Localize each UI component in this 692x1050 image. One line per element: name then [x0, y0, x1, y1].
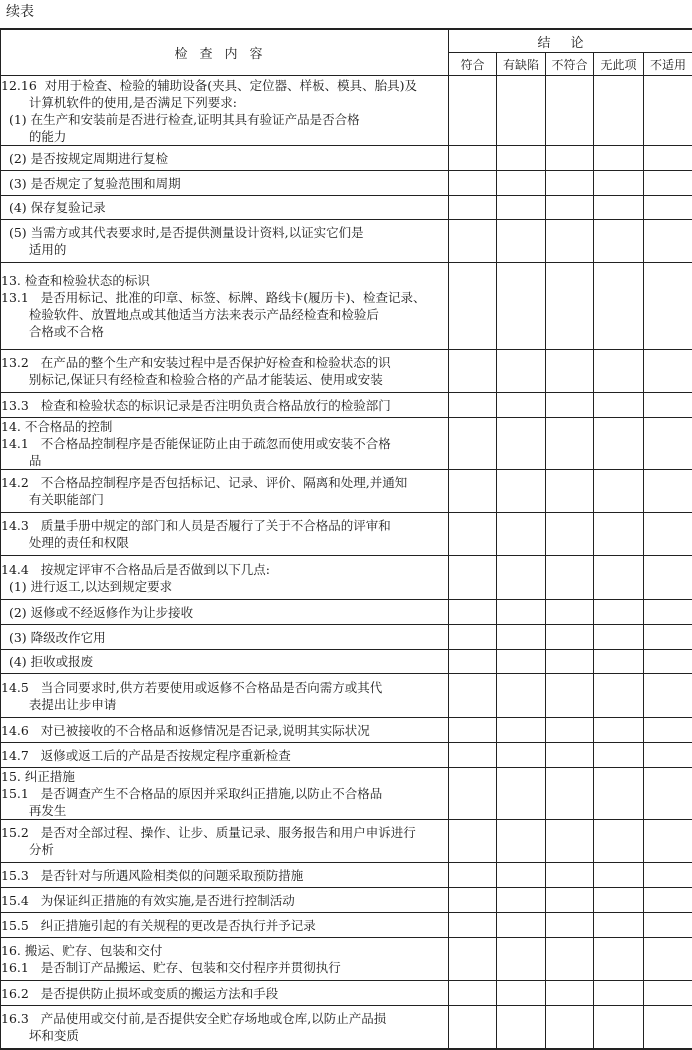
- check-cell-not-applicable[interactable]: [644, 196, 692, 220]
- check-cell-not-applicable[interactable]: [644, 674, 692, 718]
- header-conclusion: 结论: [449, 29, 692, 53]
- inspection-item-text: 13. 检查和检验状态的标识 13.1 是否用标记、批准的印章、标签、标牌、路线卡(履历卡)、检查记录、 检验软件、放置地点或其他适当方法来表示产品经检查和检验后 合格或不合格: [1, 263, 449, 350]
- table-row: [1, 674, 692, 718]
- check-cell-nonconform[interactable]: [546, 556, 594, 600]
- table-row: [1, 743, 692, 768]
- table-row: [1, 820, 692, 863]
- inspection-item-text: 15.2 是否对全部过程、操作、让步、质量记录、服务报告和用户申诉进行 分析: [1, 820, 449, 863]
- check-cell-defective[interactable]: [497, 600, 546, 625]
- check-cell-not-present[interactable]: [594, 171, 644, 196]
- check-cell-conform[interactable]: [449, 650, 497, 674]
- check-cell-not-applicable[interactable]: [644, 171, 692, 196]
- check-cell-not-present[interactable]: [594, 650, 644, 674]
- check-cell-conform[interactable]: [449, 513, 497, 556]
- check-cell-defective[interactable]: [497, 718, 546, 743]
- check-cell-conform[interactable]: [449, 350, 497, 393]
- inspection-item-text: (5) 当需方或其代表要求时,是否提供测量设计资料,以证实它们是 适用的: [1, 220, 449, 263]
- table-row: [1, 470, 692, 513]
- table-row: [1, 718, 692, 743]
- check-cell-not-present[interactable]: [594, 418, 644, 470]
- check-cell-not-present[interactable]: [594, 743, 644, 768]
- header-col-defective: 有缺陷: [497, 53, 546, 76]
- inspection-item-text: (2) 返修或不经返修作为让步接收: [1, 600, 449, 625]
- check-cell-not-applicable[interactable]: [644, 981, 692, 1006]
- inspection-item-text: 16.3 产品使用或交付前,是否提供安全贮存场地或仓库,以防止产品损 坏和变质: [1, 1006, 449, 1049]
- check-cell-nonconform[interactable]: [546, 650, 594, 674]
- table-row: [1, 146, 692, 171]
- check-cell-defective[interactable]: [497, 76, 546, 146]
- check-cell-conform[interactable]: [449, 743, 497, 768]
- check-cell-conform[interactable]: [449, 196, 497, 220]
- check-cell-defective[interactable]: [497, 171, 546, 196]
- inspection-item-text: 15. 纠正措施 15.1 是否调查产生不合格品的原因并采取纠正措施,以防止不合格品 再发生: [1, 768, 449, 820]
- table-row: [1, 393, 692, 418]
- check-cell-nonconform[interactable]: [546, 470, 594, 513]
- check-cell-conform[interactable]: [449, 863, 497, 888]
- check-cell-not-applicable[interactable]: [644, 393, 692, 418]
- check-cell-conform[interactable]: [449, 556, 497, 600]
- check-cell-not-present[interactable]: [594, 981, 644, 1006]
- table-row: [1, 263, 692, 350]
- check-cell-nonconform[interactable]: [546, 146, 594, 171]
- check-cell-not-applicable[interactable]: [644, 718, 692, 743]
- inspection-item-text: 16. 搬运、贮存、包装和交付 16.1 是否制订产品搬运、贮存、包装和交付程序并贯彻执行: [1, 938, 449, 981]
- check-cell-nonconform[interactable]: [546, 350, 594, 393]
- check-cell-conform[interactable]: [449, 820, 497, 863]
- check-cell-nonconform[interactable]: [546, 820, 594, 863]
- check-cell-conform[interactable]: [449, 674, 497, 718]
- check-cell-defective[interactable]: [497, 888, 546, 913]
- check-cell-not-applicable[interactable]: [644, 220, 692, 263]
- check-cell-defective[interactable]: [497, 470, 546, 513]
- table-row: [1, 350, 692, 393]
- check-cell-not-present[interactable]: [594, 768, 644, 820]
- check-cell-conform[interactable]: [449, 76, 497, 146]
- check-cell-defective[interactable]: [497, 146, 546, 171]
- check-cell-nonconform[interactable]: [546, 888, 594, 913]
- inspection-item-text: 15.5 纠正措施引起的有关规程的更改是否执行并予记录: [1, 913, 449, 938]
- table-row: [1, 220, 692, 263]
- check-cell-not-applicable[interactable]: [644, 1006, 692, 1049]
- check-cell-not-applicable[interactable]: [644, 625, 692, 650]
- check-cell-conform[interactable]: [449, 913, 497, 938]
- header-col-not-present: 无此项: [594, 53, 644, 76]
- check-cell-conform[interactable]: [449, 263, 497, 350]
- check-cell-nonconform[interactable]: [546, 768, 594, 820]
- table-row: [1, 513, 692, 556]
- check-cell-not-applicable[interactable]: [644, 513, 692, 556]
- table-row: [1, 556, 692, 600]
- table-row: [1, 418, 692, 470]
- check-cell-conform[interactable]: [449, 1006, 497, 1049]
- inspection-item-text: 14.7 返修或返工后的产品是否按规定程序重新检查: [1, 743, 449, 768]
- inspection-item-text: 14.2 不合格品控制程序是否包括标记、记录、评价、隔离和处理,并通知 有关职能部门: [1, 470, 449, 513]
- check-cell-defective[interactable]: [497, 625, 546, 650]
- table-row: [1, 171, 692, 196]
- inspection-item-text: 15.4 为保证纠正措施的有效实施,是否进行控制活动: [1, 888, 449, 913]
- check-cell-not-applicable[interactable]: [644, 350, 692, 393]
- check-cell-conform[interactable]: [449, 171, 497, 196]
- check-cell-nonconform[interactable]: [546, 600, 594, 625]
- check-cell-defective[interactable]: [497, 556, 546, 600]
- check-cell-not-applicable[interactable]: [644, 600, 692, 625]
- check-cell-not-present[interactable]: [594, 674, 644, 718]
- table-header: [1, 29, 692, 76]
- check-cell-not-present[interactable]: [594, 76, 644, 146]
- check-cell-conform[interactable]: [449, 718, 497, 743]
- check-cell-defective[interactable]: [497, 938, 546, 981]
- check-cell-not-present[interactable]: [594, 718, 644, 743]
- header-inspection-content: 检查内容: [1, 29, 449, 76]
- check-cell-defective[interactable]: [497, 981, 546, 1006]
- table-row: [1, 768, 692, 820]
- check-cell-conform[interactable]: [449, 888, 497, 913]
- table-row: [1, 625, 692, 650]
- inspection-item-text: 13.3 检查和检验状态的标识记录是否注明负责合格品放行的检验部门: [1, 393, 449, 418]
- check-cell-nonconform[interactable]: [546, 674, 594, 718]
- check-cell-not-present[interactable]: [594, 146, 644, 171]
- check-cell-defective[interactable]: [497, 513, 546, 556]
- check-cell-nonconform[interactable]: [546, 718, 594, 743]
- check-cell-not-present[interactable]: [594, 913, 644, 938]
- check-cell-nonconform[interactable]: [546, 171, 594, 196]
- table-row: [1, 913, 692, 938]
- check-cell-not-applicable[interactable]: [644, 743, 692, 768]
- check-cell-not-present[interactable]: [594, 196, 644, 220]
- inspection-checklist-table: [0, 28, 692, 1050]
- table-row: [1, 863, 692, 888]
- check-cell-nonconform[interactable]: [546, 981, 594, 1006]
- check-cell-nonconform[interactable]: [546, 743, 594, 768]
- check-cell-not-present[interactable]: [594, 1006, 644, 1049]
- check-cell-not-applicable[interactable]: [644, 913, 692, 938]
- check-cell-defective[interactable]: [497, 393, 546, 418]
- inspection-item-text: 13.2 在产品的整个生产和安装过程中是否保护好检查和检验状态的识 别标记,保证只有经检查和检验合格的产品才能装运、使用或安装: [1, 350, 449, 393]
- check-cell-not-applicable[interactable]: [644, 650, 692, 674]
- check-cell-defective[interactable]: [497, 743, 546, 768]
- check-cell-not-present[interactable]: [594, 513, 644, 556]
- check-cell-nonconform[interactable]: [546, 76, 594, 146]
- check-cell-nonconform[interactable]: [546, 625, 594, 650]
- inspection-item-text: 14.5 当合同要求时,供方若要使用或返修不合格品是否向需方或其代 表提出让步申请: [1, 674, 449, 718]
- check-cell-defective[interactable]: [497, 350, 546, 393]
- check-cell-not-applicable[interactable]: [644, 263, 692, 350]
- check-cell-conform[interactable]: [449, 981, 497, 1006]
- header-col-not-applicable: 不适用: [644, 53, 692, 76]
- check-cell-not-applicable[interactable]: [644, 888, 692, 913]
- header-col-nonconform: 不符合: [546, 53, 594, 76]
- table-row: [1, 1006, 692, 1049]
- check-cell-nonconform[interactable]: [546, 863, 594, 888]
- check-cell-not-applicable[interactable]: [644, 76, 692, 146]
- check-cell-not-present[interactable]: [594, 556, 644, 600]
- check-cell-nonconform[interactable]: [546, 418, 594, 470]
- check-cell-not-present[interactable]: [594, 820, 644, 863]
- check-cell-defective[interactable]: [497, 263, 546, 350]
- check-cell-not-applicable[interactable]: [644, 820, 692, 863]
- check-cell-not-present[interactable]: [594, 470, 644, 513]
- table-row: [1, 888, 692, 913]
- check-cell-conform[interactable]: [449, 418, 497, 470]
- header-col-conform: 符合: [449, 53, 497, 76]
- table-row: [1, 76, 692, 146]
- check-cell-not-applicable[interactable]: [644, 418, 692, 470]
- check-cell-defective[interactable]: [497, 418, 546, 470]
- check-cell-not-present[interactable]: [594, 393, 644, 418]
- inspection-item-text: (4) 保存复验记录: [1, 196, 449, 220]
- check-cell-defective[interactable]: [497, 220, 546, 263]
- check-cell-nonconform[interactable]: [546, 1006, 594, 1049]
- check-cell-defective[interactable]: [497, 1006, 546, 1049]
- continued-label: 续表: [6, 4, 34, 20]
- table-row: [1, 650, 692, 674]
- check-cell-defective[interactable]: [497, 913, 546, 938]
- inspection-item-text: (2) 是否按规定周期进行复检: [1, 146, 449, 171]
- check-cell-nonconform[interactable]: [546, 220, 594, 263]
- check-cell-not-present[interactable]: [594, 863, 644, 888]
- check-cell-nonconform[interactable]: [546, 513, 594, 556]
- inspection-item-text: 12.16 对用于检查、检验的辅助设备(夹具、定位器、样板、模具、胎具)及 计算机软件的使用,是否满足下列要求: (1) 在生产和安装前是否进行检查,证明其具有验证产品是否合格 的能力: [1, 76, 449, 146]
- check-cell-nonconform[interactable]: [546, 196, 594, 220]
- inspection-item-text: 14.6 对已被接收的不合格品和返修情况是否记录,说明其实际状况: [1, 718, 449, 743]
- table-row: [1, 196, 692, 220]
- check-cell-defective[interactable]: [497, 674, 546, 718]
- check-cell-not-applicable[interactable]: [644, 863, 692, 888]
- inspection-item-text: 14. 不合格品的控制 14.1 不合格品控制程序是否能保证防止由于疏忽而使用或安装不合格 品: [1, 418, 449, 470]
- check-cell-conform[interactable]: [449, 768, 497, 820]
- check-cell-nonconform[interactable]: [546, 263, 594, 350]
- check-cell-conform[interactable]: [449, 393, 497, 418]
- inspection-item-text: 15.3 是否针对与所遇风险相类似的问题采取预防措施: [1, 863, 449, 888]
- check-cell-not-present[interactable]: [594, 938, 644, 981]
- check-cell-conform[interactable]: [449, 146, 497, 171]
- inspection-item-text: 14.4 按规定评审不合格品后是否做到以下几点: (1) 进行返工,以达到规定要求: [1, 556, 449, 600]
- check-cell-conform[interactable]: [449, 600, 497, 625]
- check-cell-defective[interactable]: [497, 863, 546, 888]
- check-cell-conform[interactable]: [449, 470, 497, 513]
- check-cell-conform[interactable]: [449, 625, 497, 650]
- check-cell-not-present[interactable]: [594, 350, 644, 393]
- inspection-item-text: (4) 拒收或报废: [1, 650, 449, 674]
- check-cell-defective[interactable]: [497, 820, 546, 863]
- inspection-item-text: 16.2 是否提供防止损坏或变质的搬运方法和手段: [1, 981, 449, 1006]
- table-body: [1, 76, 692, 1049]
- check-cell-not-present[interactable]: [594, 263, 644, 350]
- inspection-item-text: 14.3 质量手册中规定的部门和人员是否履行了关于不合格品的评审和 处理的责任和权限: [1, 513, 449, 556]
- check-cell-defective[interactable]: [497, 196, 546, 220]
- check-cell-not-present[interactable]: [594, 600, 644, 625]
- inspection-item-text: (3) 降级改作它用: [1, 625, 449, 650]
- check-cell-not-present[interactable]: [594, 625, 644, 650]
- check-cell-not-applicable[interactable]: [644, 938, 692, 981]
- check-cell-not-applicable[interactable]: [644, 556, 692, 600]
- table-row: [1, 938, 692, 981]
- check-cell-defective[interactable]: [497, 650, 546, 674]
- check-cell-not-applicable[interactable]: [644, 768, 692, 820]
- check-cell-nonconform[interactable]: [546, 938, 594, 981]
- check-cell-conform[interactable]: [449, 938, 497, 981]
- check-cell-not-present[interactable]: [594, 888, 644, 913]
- check-cell-not-present[interactable]: [594, 220, 644, 263]
- check-cell-not-applicable[interactable]: [644, 470, 692, 513]
- check-cell-nonconform[interactable]: [546, 393, 594, 418]
- inspection-item-text: (3) 是否规定了复验范围和周期: [1, 171, 449, 196]
- table-row: [1, 600, 692, 625]
- check-cell-not-applicable[interactable]: [644, 146, 692, 171]
- check-cell-defective[interactable]: [497, 768, 546, 820]
- table-row: [1, 981, 692, 1006]
- check-cell-conform[interactable]: [449, 220, 497, 263]
- check-cell-nonconform[interactable]: [546, 913, 594, 938]
